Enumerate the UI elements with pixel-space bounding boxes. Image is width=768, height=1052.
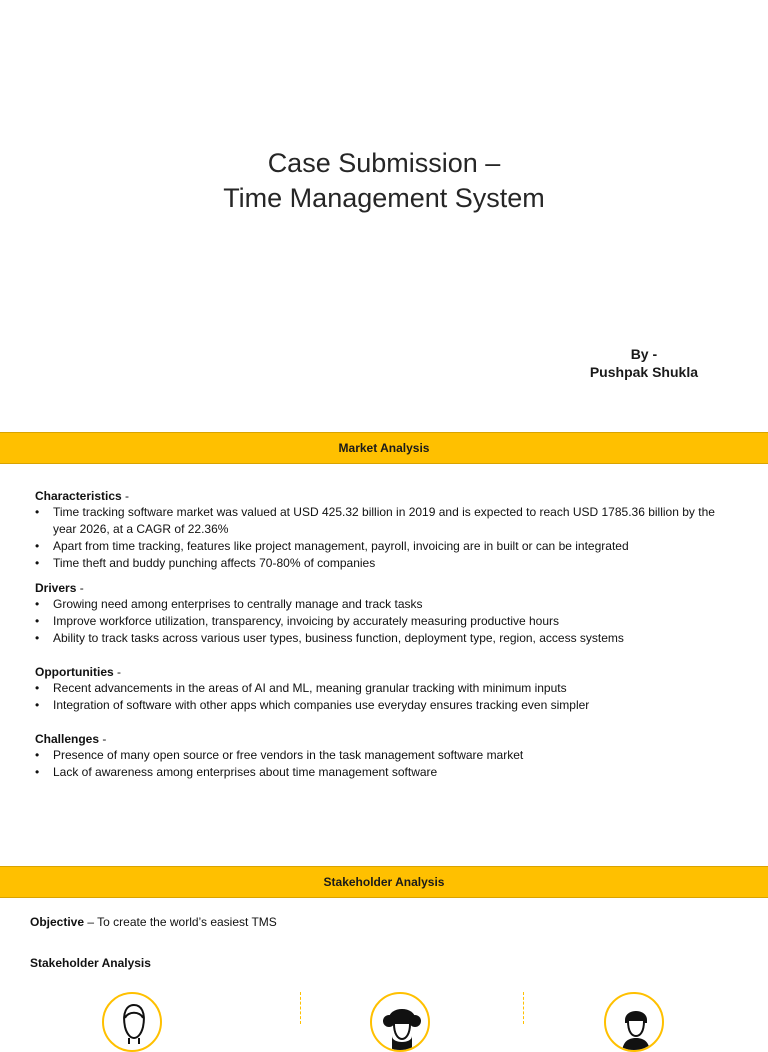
list-item: • Time tracking software market was valued at USD 425.32 billion in 2019 and is expected to reach USD 1785.36 billion by the year 2026, at a CAGR of 22.36% (35, 504, 735, 538)
market-analysis-header (0, 432, 768, 464)
stakeholder-analysis-title: Stakeholder Analysis (323, 875, 445, 889)
bullet-list (35, 504, 735, 572)
section-opportunities (35, 664, 735, 714)
section-heading: Characteristics - (35, 489, 130, 503)
title-line-1: Case Submission – (267, 148, 501, 178)
bullet-list (35, 747, 735, 781)
stakeholder-analysis-header (0, 866, 768, 898)
title-line-2: Time Management System (223, 183, 545, 213)
section-drivers (35, 580, 735, 647)
author-name: Pushpak Shukla (589, 364, 698, 380)
list-item: • Improve workforce utilization, transparency, invoicing by accurately measuring productive hours (35, 613, 735, 630)
stakeholder-heading: Stakeholder Analysis (30, 956, 151, 970)
objective-text: Objective – To create the world’s easiest TMS (30, 915, 277, 929)
male-person-icon (102, 992, 162, 1052)
section-heading: Opportunities - (35, 665, 122, 679)
cover-slide (0, 0, 768, 430)
person-icon (604, 992, 664, 1052)
list-item: • Ability to track tasks across various user types, business function, deployment type, region, access systems (35, 630, 735, 647)
author-block (590, 345, 698, 381)
list-item: • Time theft and buddy punching affects 70-80% of companies (35, 555, 735, 572)
market-analysis-title: Market Analysis (338, 441, 430, 455)
divider (523, 992, 524, 1024)
section-heading: Challenges - (35, 732, 107, 746)
bullet-list (35, 596, 735, 647)
list-item: • Integration of software with other apps which companies use everyday ensures tracking even simpler (35, 697, 735, 714)
market-analysis-content (35, 488, 735, 781)
section-heading: Drivers - (35, 581, 84, 595)
divider (300, 992, 301, 1024)
list-item: • Growing need among enterprises to centrally manage and track tasks (35, 596, 735, 613)
list-item: • Apart from time tracking, features like project management, payroll, invoicing are in built or can be integrated (35, 538, 735, 555)
page-title (0, 146, 768, 216)
by-label: By - (630, 346, 658, 362)
list-item: • Presence of many open source or free vendors in the task management software market (35, 747, 735, 764)
female-person-icon (370, 992, 430, 1052)
section-characteristics (35, 488, 735, 572)
list-item: • Recent advancements in the areas of AI and ML, meaning granular tracking with minimum inputs (35, 680, 735, 697)
list-item: • Lack of awareness among enterprises about time management software (35, 764, 735, 781)
bullet-list (35, 680, 735, 714)
section-challenges (35, 731, 735, 781)
